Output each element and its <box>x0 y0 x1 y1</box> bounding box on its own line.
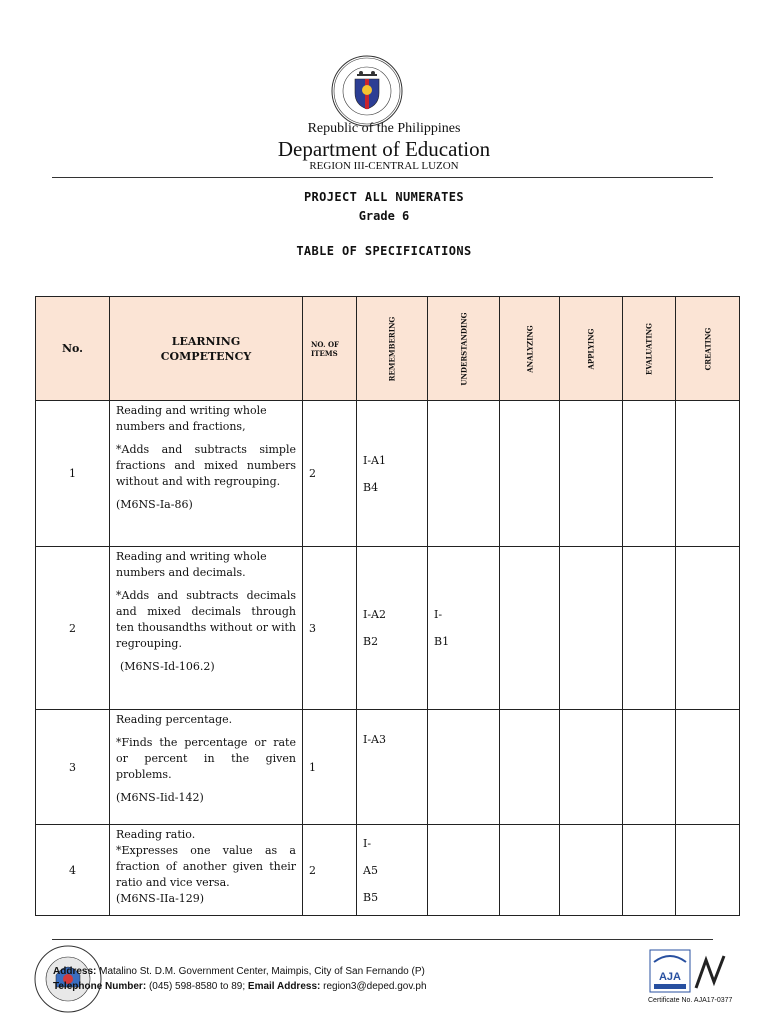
header-creating-label: CREATING <box>703 327 712 370</box>
item-code: A5 <box>363 863 378 877</box>
competency-title: Reading and writing whole numbers and fractions, <box>116 404 267 433</box>
header-evaluating-label: EVALUATING <box>644 322 654 375</box>
competency-code: (M6NS-Id-106.2) <box>120 660 215 673</box>
footer-divider <box>52 939 713 940</box>
understanding-cell <box>428 825 500 916</box>
item-code: I-A1 <box>363 453 387 467</box>
item-code: I- <box>363 836 372 850</box>
competency-description: *Adds and subtracts simple fractions and mixed numbers without and with regrouping. <box>116 443 296 488</box>
row-number: 3 <box>36 710 110 825</box>
item-code: I-A3 <box>363 733 387 746</box>
creating-cell <box>676 710 740 825</box>
remembering-cell <box>357 401 428 547</box>
competency-description: *Adds and subtracts decimals and mixed decimals through ten thousandths without or with regrouping. <box>116 589 296 650</box>
address-label: Address: <box>53 966 97 977</box>
address-value: Matalino St. D.M. Government Center, Maimpis, City of San Fernando (P) <box>99 966 425 977</box>
understanding-cell <box>428 710 500 825</box>
header-competency-line2: COMPETENCY <box>160 349 252 363</box>
analyzing-cell <box>500 825 560 916</box>
analyzing-cell <box>500 710 560 825</box>
footer-address-line <box>53 964 427 979</box>
learning-competency <box>110 710 303 825</box>
footer-contact <box>53 964 427 994</box>
applying-cell <box>560 401 623 547</box>
competency-code: (M6NS-IIa-129) <box>116 892 205 905</box>
learning-competency <box>110 547 303 710</box>
telephone-label: Telephone Number: <box>53 981 147 992</box>
evaluating-cell <box>623 547 676 710</box>
table-row <box>36 401 740 547</box>
department-title: Department of Education <box>277 137 491 161</box>
competency-code: (M6NS-Ia-86) <box>116 498 193 511</box>
evaluating-cell <box>623 825 676 916</box>
certification-logo <box>648 948 730 994</box>
competency-title: Reading ratio. <box>116 828 196 841</box>
applying-cell <box>560 710 623 825</box>
competency-code: (M6NS-Iid-142) <box>116 791 204 804</box>
row-number: 2 <box>36 547 110 710</box>
table-row <box>36 710 740 825</box>
table-row <box>36 547 740 710</box>
table-header-row <box>36 297 740 401</box>
grade-title: Grade 6 <box>358 209 410 223</box>
header-applying-label: APPLYING <box>586 327 596 370</box>
competency-title: Reading and writing whole numbers and decimals. <box>116 550 267 579</box>
specifications-table <box>35 296 740 916</box>
item-code: B1 <box>434 635 450 648</box>
row-number: 4 <box>36 825 110 916</box>
header-applying <box>560 297 623 401</box>
header-understanding-label: UNDERSTANDING <box>459 311 468 386</box>
cert-logo-text: AJA <box>658 971 682 983</box>
remembering-cell <box>357 825 428 916</box>
footer-contact-line <box>53 979 427 994</box>
project-title: PROJECT ALL NUMERATES <box>303 190 465 204</box>
analyzing-cell <box>500 547 560 710</box>
competency-description: *Expresses one value as a fraction of another given their ratio and vice versa. <box>116 844 296 889</box>
header-analyzing <box>500 297 560 401</box>
header-items-line2: ITEMS <box>311 348 338 358</box>
evaluating-cell <box>623 710 676 825</box>
competency-description: *Finds the percentage or rate or percent in the given problems. <box>116 736 296 781</box>
deped-seal-logo <box>331 55 403 127</box>
item-code: B5 <box>363 890 379 904</box>
header-remembering <box>357 297 428 401</box>
item-code: I-A2 <box>363 608 387 621</box>
header-items <box>303 297 357 401</box>
item-code: B4 <box>363 480 379 494</box>
header-creating <box>676 297 740 401</box>
header-remembering-label: REMEMBERING <box>387 316 397 381</box>
item-code: B2 <box>363 635 379 648</box>
row-number: 1 <box>36 401 110 547</box>
learning-competency <box>110 401 303 547</box>
remembering-cell <box>357 547 428 710</box>
header-competency <box>110 297 303 401</box>
creating-cell <box>676 547 740 710</box>
header-competency-line1: LEARNING <box>171 334 241 348</box>
items-count: 2 <box>303 401 357 547</box>
items-count: 3 <box>303 547 357 710</box>
creating-cell <box>676 825 740 916</box>
header-analyzing-label: ANALYZING <box>525 324 534 373</box>
understanding-cell <box>428 547 500 710</box>
applying-cell <box>560 825 623 916</box>
understanding-cell <box>428 401 500 547</box>
analyzing-cell <box>500 401 560 547</box>
region-text: REGION III-CENTRAL LUZON <box>309 160 459 172</box>
table-row <box>36 825 740 916</box>
evaluating-cell <box>623 401 676 547</box>
items-count: 2 <box>303 825 357 916</box>
applying-cell <box>560 547 623 710</box>
header-divider <box>52 177 713 178</box>
table-title: TABLE OF SPECIFICATIONS <box>296 244 472 258</box>
email-label: Email Address: <box>247 981 321 992</box>
creating-cell <box>676 401 740 547</box>
email-value: region3@deped.gov.ph <box>323 981 427 992</box>
items-count: 1 <box>303 710 357 825</box>
remembering-cell <box>357 710 428 825</box>
header-evaluating <box>623 297 676 401</box>
competency-title: Reading percentage. <box>116 713 233 726</box>
republic-text: Republic of the Philippines <box>307 121 461 136</box>
item-code: I- <box>434 608 443 621</box>
certificate-number: Certificate No. AJA17-0377 <box>648 997 733 1004</box>
header-understanding <box>428 297 500 401</box>
header-no: No. <box>36 297 110 401</box>
header-items-line1: NO. OF <box>311 339 340 349</box>
learning-competency <box>110 825 303 916</box>
telephone-value: (045) 598-8580 to 89; <box>148 981 246 992</box>
